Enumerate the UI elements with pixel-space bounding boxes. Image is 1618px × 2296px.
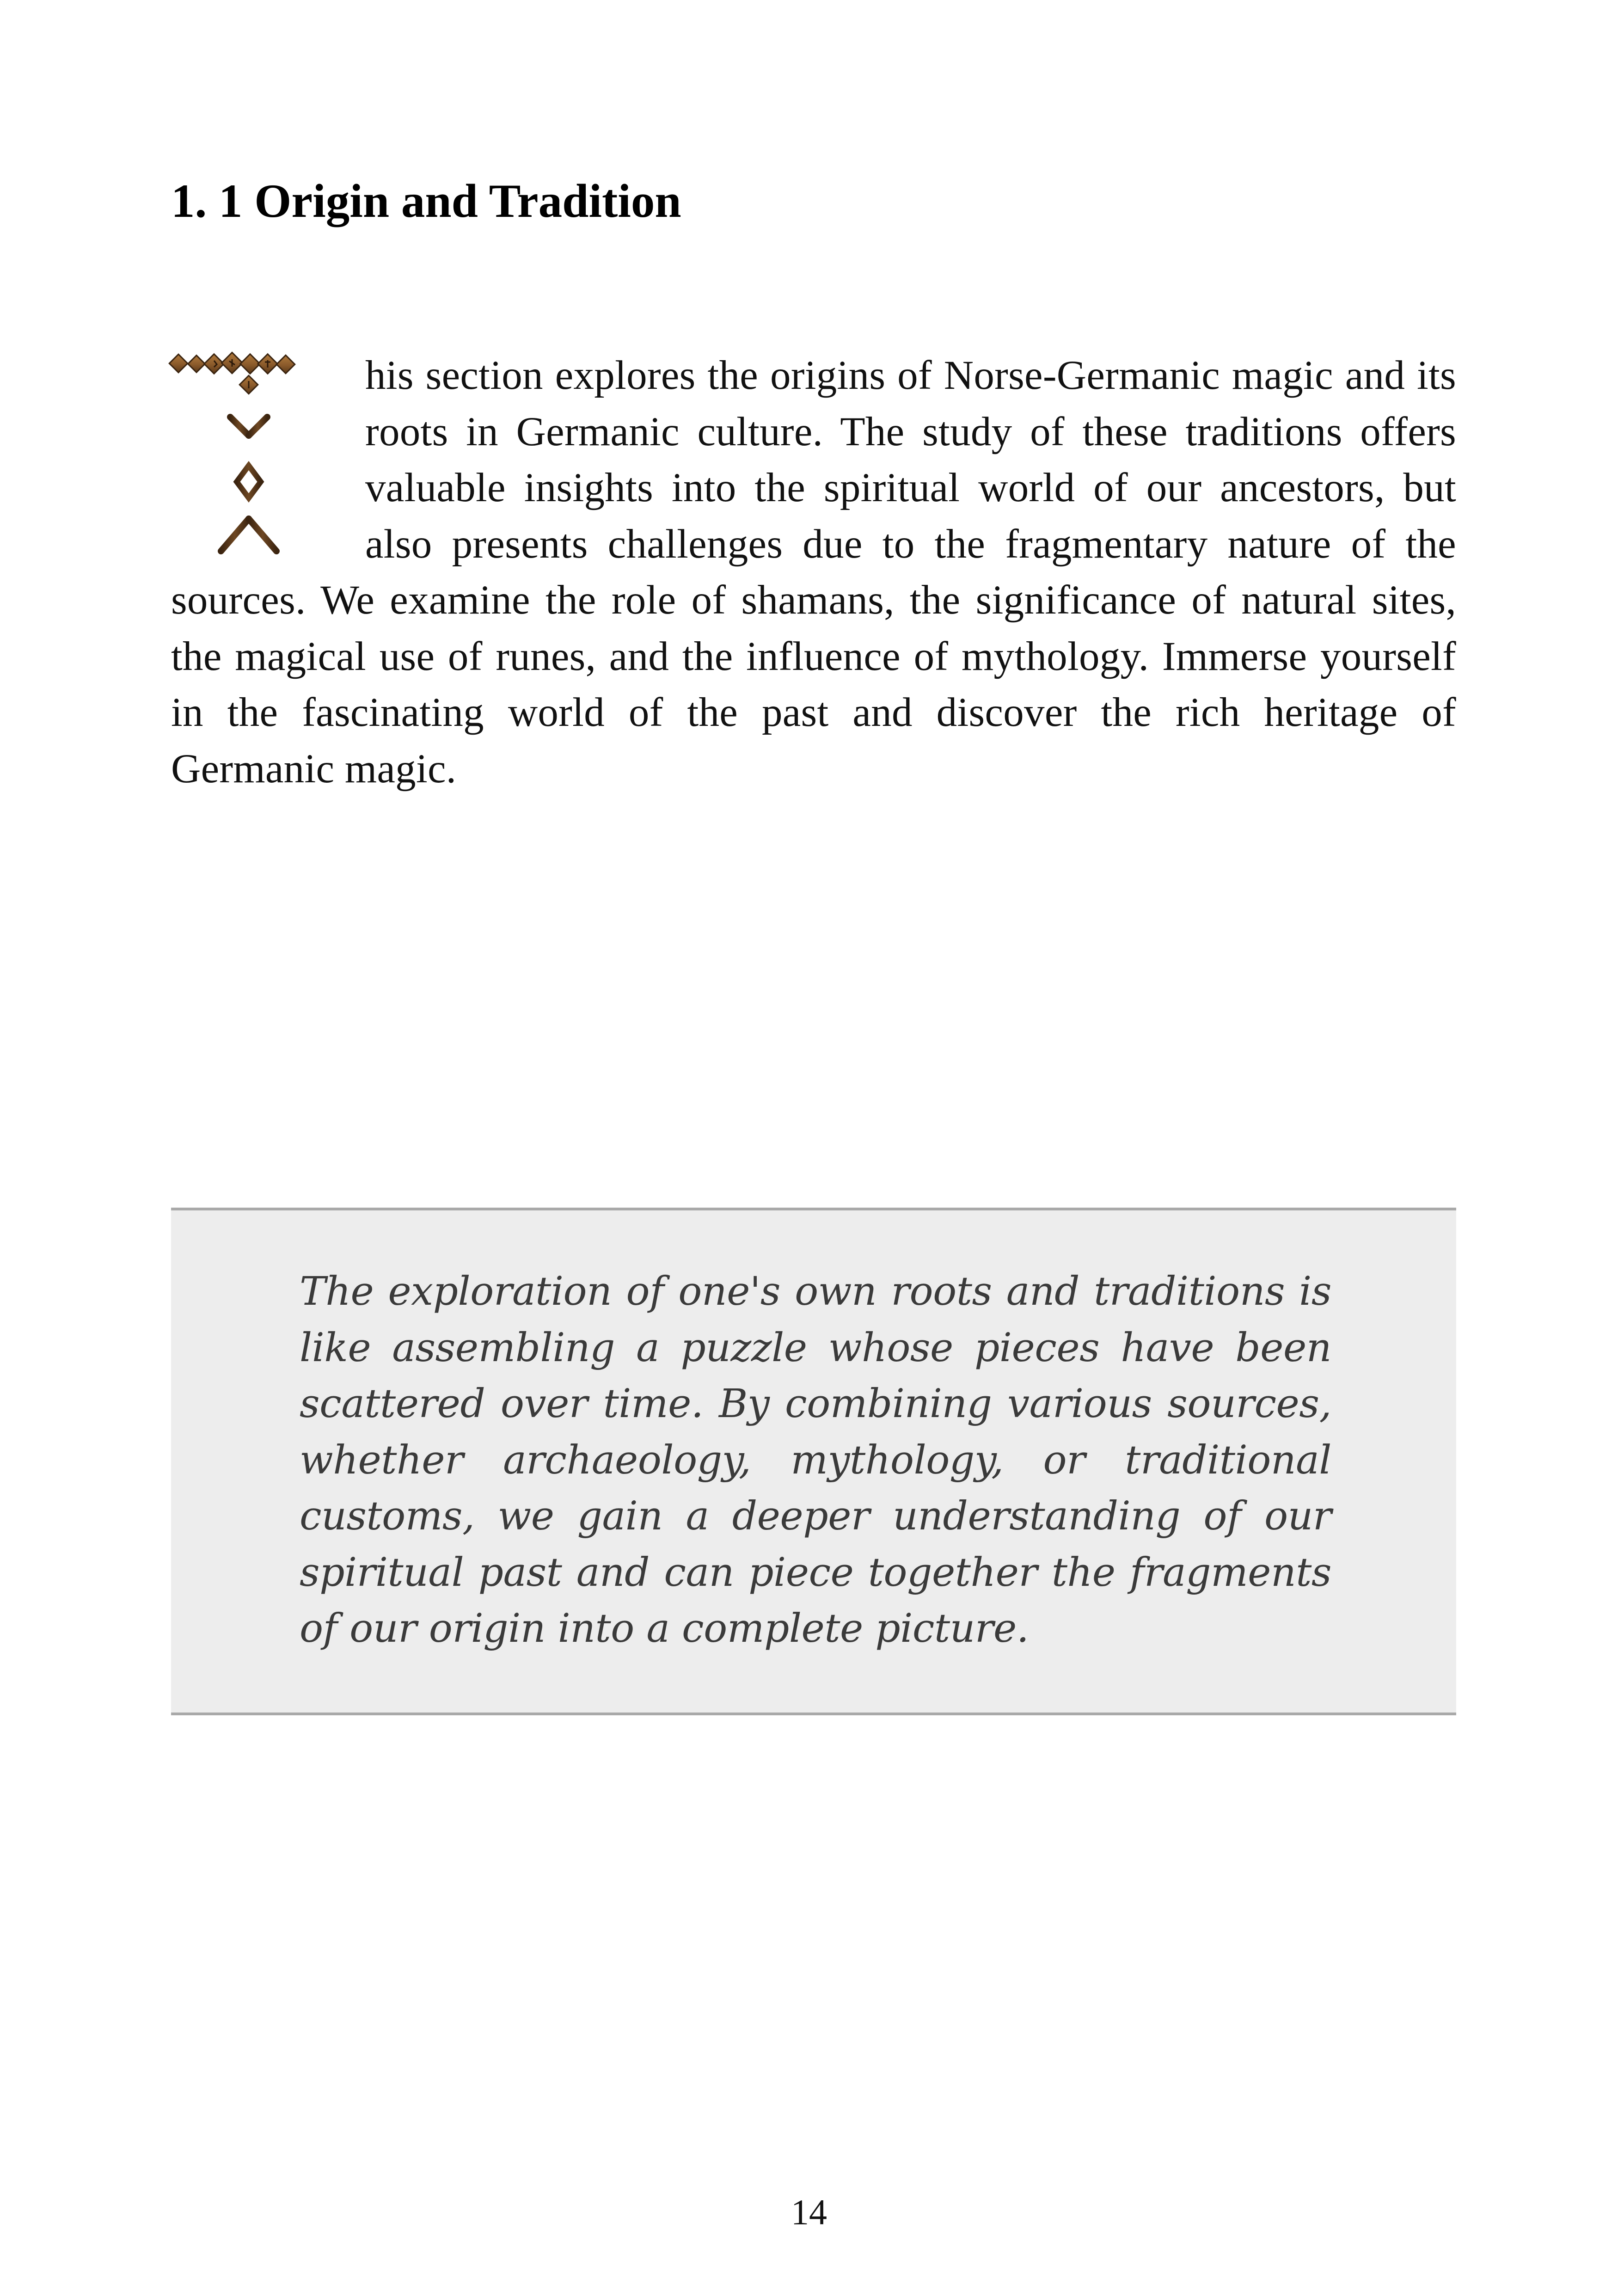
pull-quote-text: The exploration of one's own roots and traditions is like assembling a puzzle whose pieces have been scattered over time. By combining various sources, whether archaeology, mythology, or traditional customs, we gain a deeper understanding of our spiritual past and can piece together the fragments of our origin into a complete picture. xyxy=(300,1269,1331,1651)
intro-paragraph-text: his section explores the origins of Norse-Germanic magic and its roots in Germanic culture. The study of these traditions offers valuable insights into the spiritual world of our ancestors, but also presents challenges due to the fragmentary nature of the sources. We examine the role of shamans, the significance of natural sites, the magical use of runes, and the influence of mythology. Immerse yourself in the fascinating world of the past and discover the rich heritage of Germanic magic. xyxy=(171,353,1456,792)
pull-quote-box xyxy=(171,1208,1456,1715)
intro-paragraph xyxy=(171,348,1456,797)
page-number: 14 xyxy=(791,2192,827,2232)
section-heading: 1. 1 Origin and Tradition xyxy=(171,175,681,227)
drop-cap-space xyxy=(171,348,365,565)
